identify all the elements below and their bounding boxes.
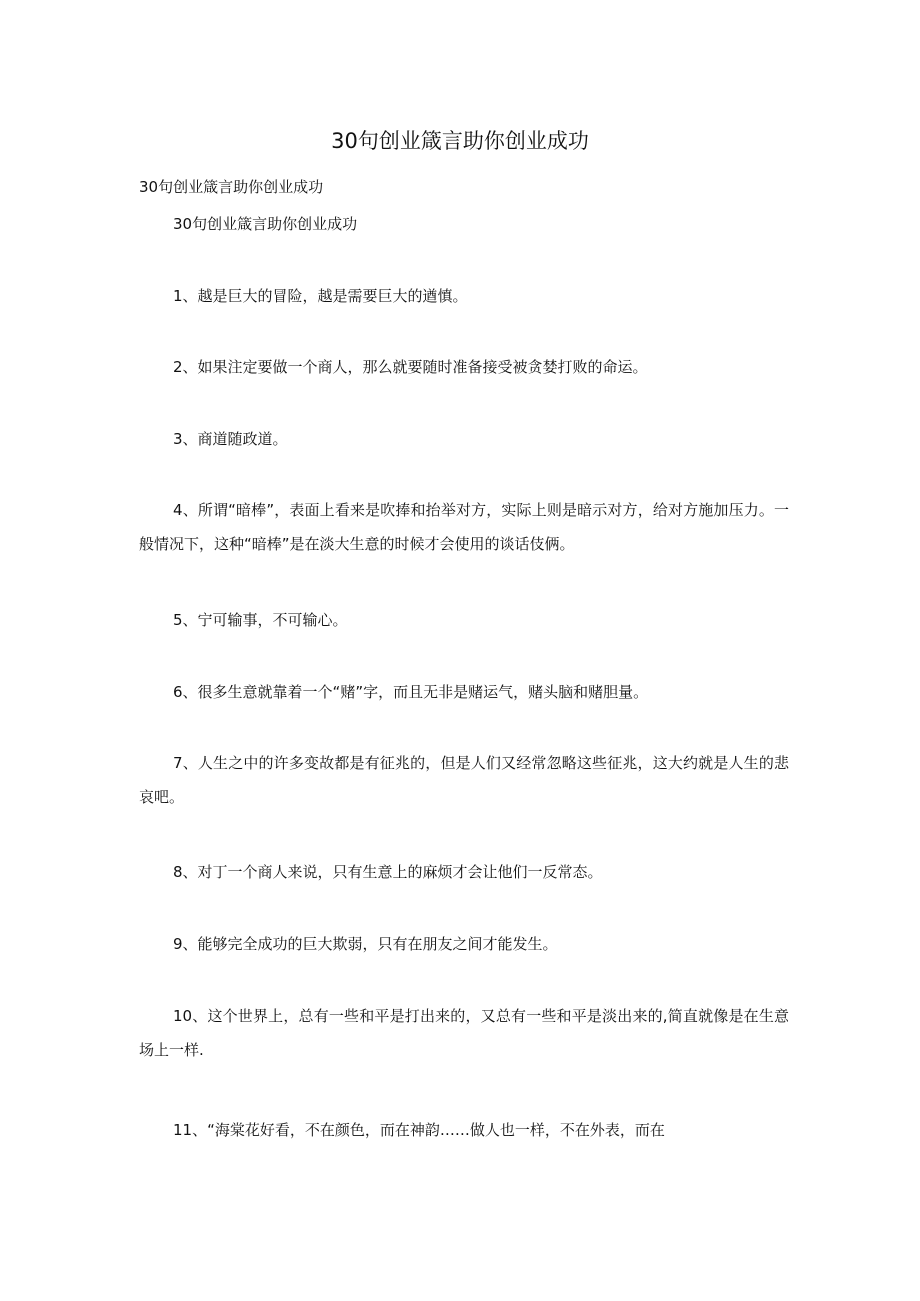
list-item: 5、宁可输事，不可输心。: [173, 611, 348, 629]
list-item: 4、所谓“暗棒”，表面上看来是吹捧和抬举对方，实际上则是暗示对方，给对方施加压力。一般情况下，这种“暗棒”是在淡大生意的时候才会使用的谈话伎俩。: [139, 501, 789, 553]
list-item: 8、对丁一个商人来说，只有生意上的麻烦才会让他们一反常态。: [173, 863, 603, 881]
list-item: 1、越是巨大的冒险，越是需要巨大的遒慎。: [173, 287, 468, 305]
list-item: 11、“海棠花好看，不在颜色，而在神韵……做人也一样，不在外表，而在: [173, 1121, 665, 1139]
list-item: 10、这个世界上，总有一些和平是打出来的，又总有一些和平是淡出来的,简直就像是在生意场上一样.: [139, 1007, 789, 1059]
list-item: 9、能够完全成功的巨大欺弱，只有在朋友之间才能发生。: [173, 935, 558, 953]
list-item: 6、很多生意就靠着一个“赌”字，而且无非是赌运气，赌头脑和赌胆量。: [173, 683, 649, 701]
list-item: 2、如果注定要做一个商人，那么就要随时准备接受被贪婪打败的命运。: [173, 358, 648, 376]
document-subtitle: 30句创业箴言助你创业成功: [139, 178, 324, 196]
list-item: 3、商道随政道。: [173, 430, 288, 448]
document-title: 30句创业箴言助你创业成功: [331, 129, 589, 153]
document-subtitle-repeat: 30句创业箴言助你创业成功: [173, 215, 358, 233]
list-item: 7、人生之中的许多变故都是有征兆的，但是人们又经常忽略这些征兆，这大约就是人生的悲哀吧。: [139, 754, 789, 806]
